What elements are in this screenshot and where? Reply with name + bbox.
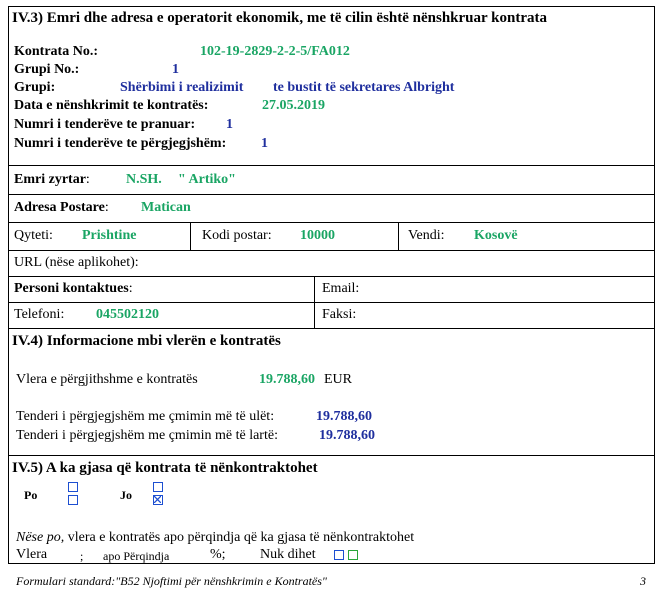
ulet-label: Tenderi i përgjegjshëm me çmimin më të ulët:	[16, 409, 275, 424]
kodi-value: 10000	[300, 228, 335, 243]
po-checkbox-top[interactable]	[68, 482, 78, 492]
nr-pranuar-label: Numri i tenderëve te pranuar:	[14, 117, 196, 132]
perqindja-label: apo Përqindja	[103, 549, 170, 563]
adresa-row	[14, 200, 109, 216]
grupi-label: Grupi:	[14, 80, 56, 95]
nuk-dihet-label: Nuk dihet	[260, 547, 316, 562]
kodi-label: Kodi postar:	[202, 228, 272, 243]
qyteti-value: Prishtine	[82, 228, 137, 243]
emri-value-2: " Artiko"	[178, 172, 236, 187]
vlera-sub-sep: ;	[80, 549, 84, 563]
vlera-label: Vlera e përgjithshme e kontratës	[16, 372, 198, 387]
larte-value: 19.788,60	[319, 428, 375, 443]
larte-label: Tenderi i përgjegjshëm me çmimin më të lartë:	[16, 428, 278, 443]
jo-checkbox-top[interactable]	[153, 482, 163, 492]
footer-form-name: Formulari standard:"B52 Njoftimi për nënshkrimin e Kontratës"	[16, 574, 327, 588]
nr-pergjegjshem-label: Numri i tenderëve te përgjegjshëm:	[14, 136, 227, 151]
adresa-sep: :	[104, 200, 109, 215]
divider	[8, 328, 655, 329]
emri-value-1: N.SH.	[126, 172, 162, 187]
adresa-value: Matican	[141, 200, 191, 215]
po-checkbox[interactable]	[68, 495, 78, 505]
nr-pranuar-value: 1	[226, 117, 233, 132]
personi-label: Personi kontaktues	[14, 281, 129, 296]
divider	[8, 165, 655, 166]
divider	[8, 194, 655, 195]
check-x-icon	[154, 496, 161, 503]
divider	[8, 250, 655, 251]
nr-pergjegjshem-value: 1	[261, 136, 268, 151]
telefoni-value: 045502120	[96, 307, 159, 322]
nuk-dihet-checkbox-2[interactable]	[348, 550, 358, 560]
vlera-value: 19.788,60	[259, 372, 315, 387]
faksi-label: Faksi:	[322, 307, 357, 322]
divider	[8, 276, 655, 277]
adresa-label: Adresa Postare	[14, 200, 105, 215]
grupi-no-value: 1	[172, 62, 179, 77]
divider	[8, 222, 655, 223]
nese-rest: vlera e kontratës apo përqindja që ka gjasa të nënkontraktohet	[67, 530, 415, 545]
grupi-value-1: Shërbimi i realizimit	[120, 80, 244, 95]
kontrata-label: Kontrata No.:	[14, 44, 98, 59]
telefoni-label: Telefoni:	[14, 307, 65, 322]
divider	[8, 455, 655, 456]
grupi-value-2: te bustit të sekretares Albright	[273, 80, 455, 95]
nese-italic: Nëse po,	[16, 530, 65, 545]
divider	[190, 222, 191, 250]
vendi-value: Kosovë	[474, 228, 518, 243]
vendi-label: Vendi:	[408, 228, 445, 243]
section-iv5-title: IV.5) A ka gjasa që kontrata të nënkontraktohet	[12, 460, 318, 476]
grupi-no-label: Grupi No.:	[14, 62, 80, 77]
emri-label: Emri zyrtar	[14, 172, 86, 187]
divider	[398, 222, 399, 250]
qyteti-label: Qyteti:	[14, 228, 53, 243]
jo-label: Jo	[120, 488, 132, 502]
url-label: URL (nëse aplikohet):	[14, 255, 139, 270]
section-iv4-title: IV.4) Informacione mbi vlerën e kontratës	[12, 333, 281, 349]
personi-row	[14, 281, 133, 297]
po-label: Po	[24, 488, 38, 502]
email-label: Email:	[322, 281, 360, 296]
personi-sep: :	[128, 281, 133, 296]
vlera-sub-label: Vlera	[16, 547, 48, 562]
nuk-dihet-checkbox[interactable]	[334, 550, 344, 560]
emri-sep: :	[85, 172, 90, 187]
page-number: 3	[640, 574, 646, 588]
emri-zyrtar-row	[14, 172, 90, 188]
kontrata-value: 102-19-2829-2-2-5/FA012	[200, 44, 350, 59]
perqindja-sep: %;	[210, 547, 226, 562]
divider	[8, 302, 655, 303]
divider	[314, 276, 315, 328]
jo-checkbox[interactable]	[153, 495, 163, 505]
vlera-currency: EUR	[324, 372, 352, 387]
nese-row	[16, 530, 414, 546]
data-value: 27.05.2019	[262, 98, 325, 113]
ulet-value: 19.788,60	[316, 409, 372, 424]
data-label: Data e nënshkrimit te kontratës:	[14, 98, 209, 113]
section-iv3-title: IV.3) Emri dhe adresa e operatorit ekonomik, me të cilin është nënshkruar kontrata	[12, 10, 547, 26]
